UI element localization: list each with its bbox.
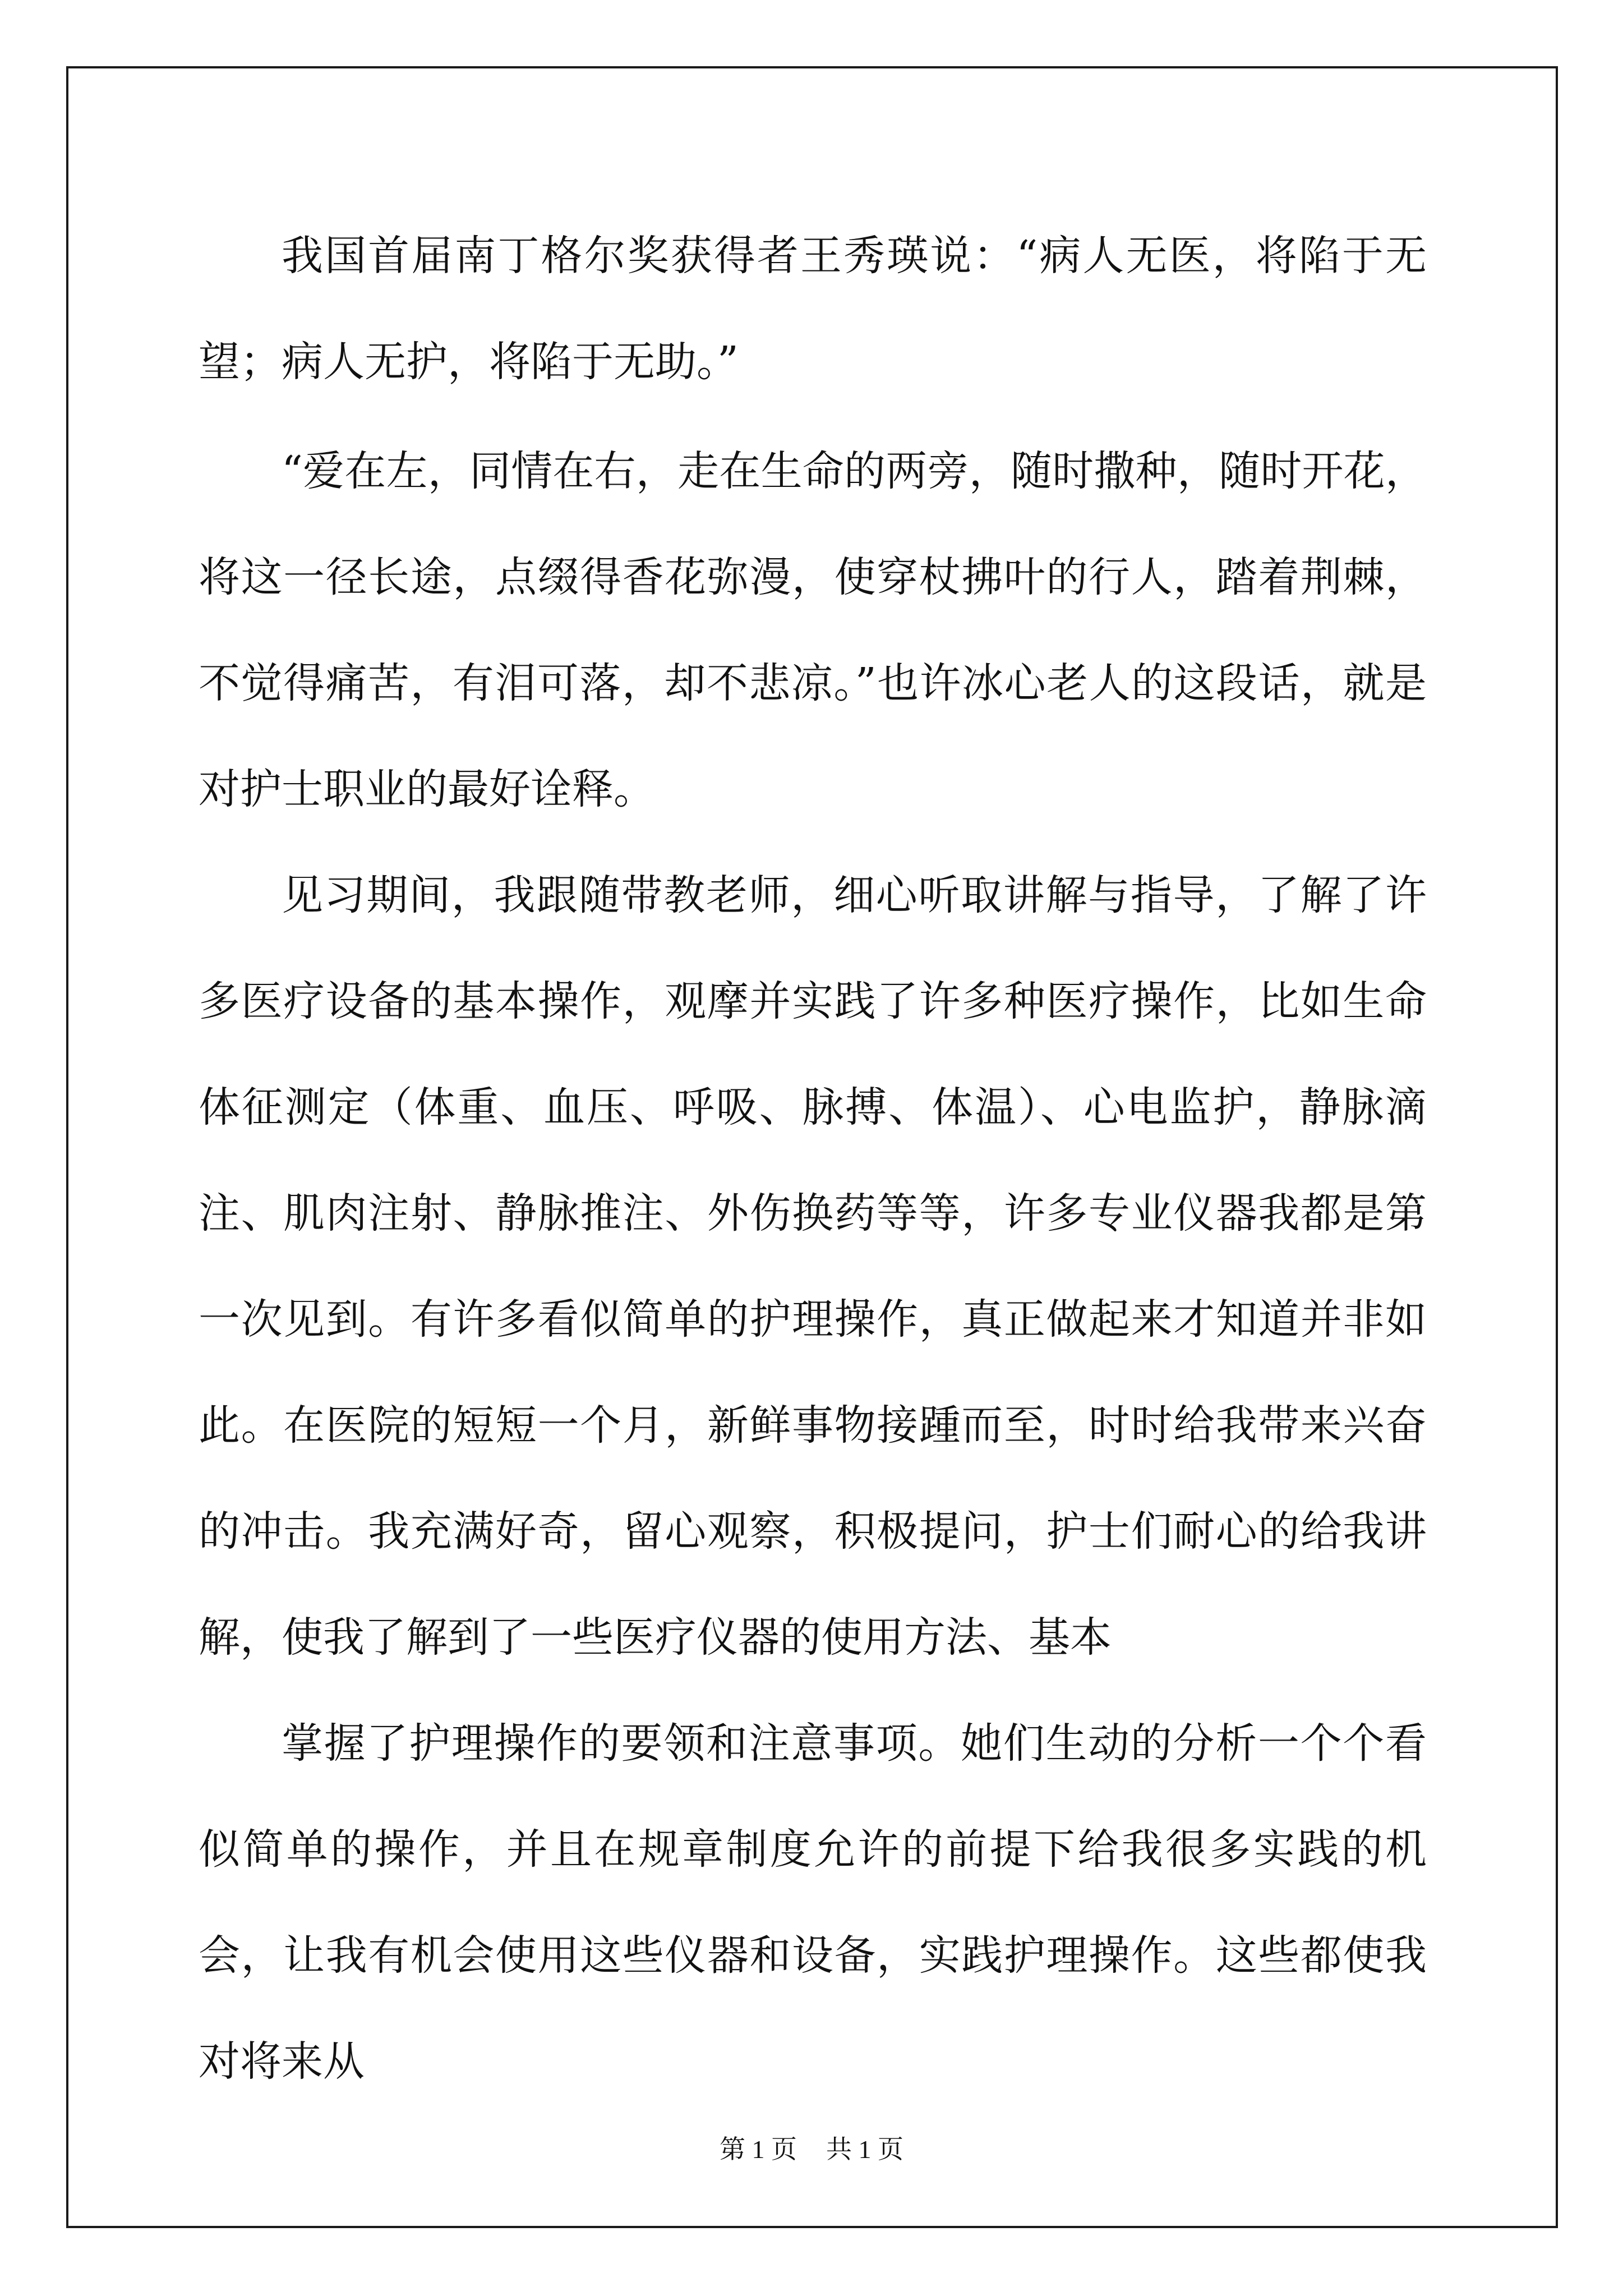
page-footer	[0, 2129, 1623, 2166]
paragraph-2: “爱在左，同情在右，走在生命的两旁，随时撒种，随时开花，将这一径长途，点缀得香花弥漫，使穿杖拂叶的行人，踏着荆棘，不觉得痛苦，有泪可落，却不悲凉。”也许冰心老人的这段话，就是对护士职业的最好诠释。	[199, 447, 1427, 813]
paragraph-3: 见习期间，我跟随带教老师，细心听取讲解与指导，了解了许多医疗设备的基本操作，观摩并实践了许多种医疗操作，比如生命体征测定（体重、血压、呼吸、脉搏、体温）、心电监护，静脉滴注、肌肉注射、静脉推注、外伤换药等等，许多专业仪器我都是第一次见到。有许多看似简单的护理操作，真正做起来才知道并非如此。在医院的短短一个月，新鲜事物接踵而至，时时给我带来兴奋的冲击。我充满好奇，留心观察，积极提问，护士们耐心的给我讲解，使我了解到了一些医疗仪器的使用方法、基本	[199, 871, 1427, 1662]
page-number: 第 1 页	[720, 2135, 797, 2164]
paragraph-1: 我国首届南丁格尔奖获得者王秀瑛说：“病人无医，将陷于无望；病人无护，将陷于无助。”	[199, 232, 1427, 386]
page-total: 共 1 页	[826, 2135, 903, 2164]
paragraph-4: 掌握了护理操作的要领和注意事项。她们生动的分析一个个看似简单的操作，并且在规章制度允许的前提下给我很多实践的机会，让我有机会使用这些仪器和设备，实践护理操作。这些都使我对将来从	[199, 1719, 1427, 2086]
document-body	[199, 203, 1427, 2115]
